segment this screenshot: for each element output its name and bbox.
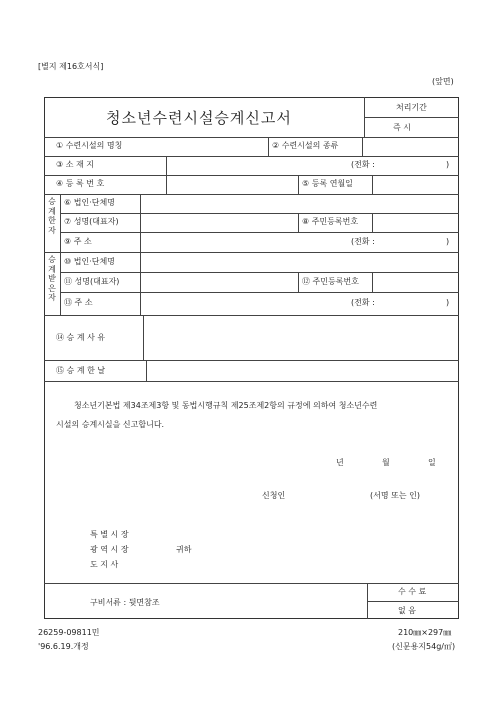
form-code: 26259-09811민 bbox=[38, 628, 100, 637]
transferee-corp-label: ⑩ 법인·단체명 bbox=[64, 257, 115, 266]
divider bbox=[44, 194, 459, 195]
reason-label: ⑭ 승 계 사 유 bbox=[56, 333, 106, 342]
divider bbox=[44, 583, 459, 584]
fee-label: 수 수 료 bbox=[398, 587, 427, 596]
paper-type: (신문용지54g/㎡) bbox=[392, 642, 456, 651]
transferor-id-label: ⑧ 주민등록번호 bbox=[302, 217, 359, 226]
divider bbox=[372, 175, 373, 194]
divider bbox=[60, 232, 459, 233]
divider bbox=[372, 213, 373, 232]
day-label: 일 bbox=[428, 458, 436, 467]
transferor-group-label bbox=[46, 197, 58, 235]
year-label: 년 bbox=[336, 458, 344, 467]
divider bbox=[298, 175, 299, 194]
divider bbox=[44, 252, 459, 253]
divider bbox=[44, 360, 459, 361]
transferor-addr-label: ⑨ 주 소 bbox=[64, 237, 92, 246]
transferee-phone-label: (전화 : bbox=[351, 298, 375, 307]
divider bbox=[364, 117, 459, 118]
reg-number-label: ④ 등 록 번 호 bbox=[56, 179, 105, 188]
statement-line-2: 시설의 승계시실을 신고합니다. bbox=[56, 420, 165, 429]
transferor-label-text: 승 계 한 자 bbox=[48, 197, 56, 235]
transferee-rep-label: ⑪ 성명(대표자) bbox=[64, 277, 120, 286]
divider bbox=[146, 360, 147, 381]
transferee-label-text: 승 계 받 은 자 bbox=[48, 255, 56, 302]
transferor-rep-label: ⑦ 성명(대표자) bbox=[64, 217, 119, 226]
divider bbox=[60, 213, 459, 214]
divider bbox=[44, 175, 459, 176]
divider bbox=[298, 272, 299, 292]
paper-size: 210㎜×297㎜ bbox=[398, 628, 452, 637]
divider bbox=[298, 213, 299, 232]
signature-label: (서명 또는 인) bbox=[370, 491, 420, 500]
honorific: 귀하 bbox=[176, 545, 192, 554]
recipient-1: 특 별 시 장 bbox=[90, 530, 129, 539]
divider bbox=[166, 175, 167, 194]
divider bbox=[367, 583, 368, 619]
processing-label: 처리기간 bbox=[396, 103, 427, 112]
transferee-group-label bbox=[46, 255, 58, 303]
date-label: ⑮ 승 계 한 날 bbox=[56, 366, 106, 375]
revision-date: '96.6.19.개정 bbox=[38, 642, 89, 651]
divider bbox=[166, 156, 167, 175]
statement-line-1: 청소년기본법 제34조제3항 및 동법시행규칙 제25조제2항의 규정에 의하여 청소년수련 bbox=[74, 401, 378, 410]
divider bbox=[60, 194, 61, 315]
facility-type-label: ② 수련시설의 종류 bbox=[272, 141, 339, 150]
divider bbox=[44, 381, 459, 382]
recipient-2: 광 역 시 장 bbox=[90, 545, 129, 554]
documents-label: 구비서류 : 뒷면참조 bbox=[90, 598, 160, 607]
divider bbox=[140, 194, 141, 315]
divider bbox=[60, 272, 459, 273]
side-label: (앞면) bbox=[432, 77, 454, 86]
divider bbox=[44, 156, 459, 157]
phone-label: (전화 : bbox=[351, 160, 375, 169]
divider bbox=[268, 137, 269, 156]
form-number: [별지 제16호서식] bbox=[38, 62, 104, 71]
recipient-3: 도 지 사 bbox=[90, 560, 119, 569]
transferee-id-label: ⑫ 주민등록번호 bbox=[302, 277, 359, 286]
month-label: 월 bbox=[382, 458, 390, 467]
transferor-phone-label: (전화 : bbox=[351, 237, 375, 246]
divider bbox=[143, 315, 144, 360]
location-label: ③ 소 재 지 bbox=[56, 160, 94, 169]
form-title: 청소년수련시설승계신고서 bbox=[106, 109, 292, 127]
phone-close: ) bbox=[446, 160, 450, 169]
transferee-addr-label: ⑬ 주 소 bbox=[64, 298, 93, 307]
transferor-corp-label: ⑥ 법인·단체명 bbox=[64, 198, 115, 207]
processing-value: 즉 시 bbox=[393, 123, 411, 132]
divider bbox=[60, 292, 459, 293]
reg-date-label: ⑤ 등록 연월일 bbox=[302, 179, 353, 188]
divider bbox=[362, 137, 363, 156]
phone-close: ) bbox=[446, 298, 450, 307]
divider bbox=[44, 137, 459, 138]
facility-name-label: ① 수련시설의 명칭 bbox=[56, 141, 123, 150]
applicant-label: 신청인 bbox=[262, 491, 286, 500]
divider bbox=[364, 97, 365, 137]
divider bbox=[367, 601, 459, 602]
divider bbox=[372, 272, 373, 292]
fee-value: 없 음 bbox=[398, 606, 416, 615]
divider bbox=[44, 315, 459, 316]
phone-close: ) bbox=[446, 237, 450, 246]
